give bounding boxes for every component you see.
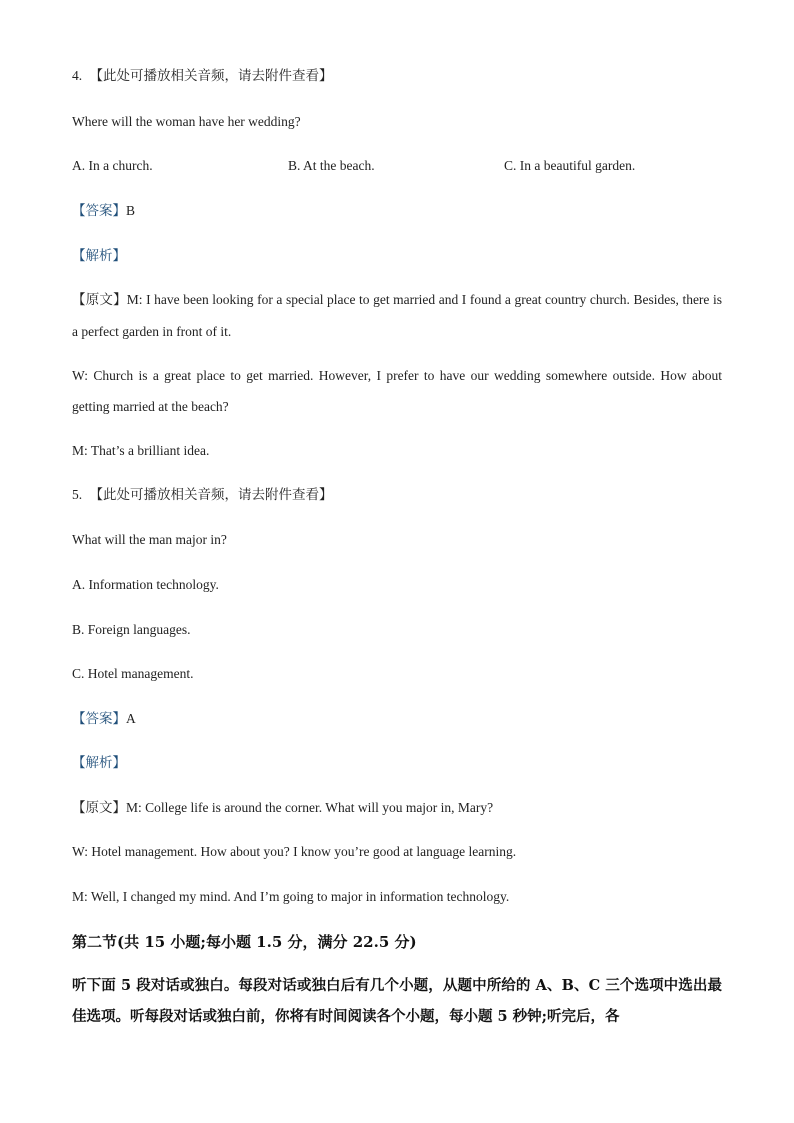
q4-transcript-2: W: Church is a great place to get married. However, I prefer to have our wedding somewhere outside. How about getting married at the beach?	[72, 368, 722, 414]
q4-answer-label: 【答案】	[72, 203, 126, 219]
q4-header	[72, 68, 333, 84]
q4-transcript-3: M: That’s a brilliant idea.	[72, 443, 210, 458]
q5-option-c: C. Hotel management.	[72, 666, 194, 681]
q4-answer-value: B	[126, 203, 136, 218]
q4-transcript-label: 【原文】	[72, 292, 127, 308]
q5-transcript-1	[72, 800, 493, 816]
q5-analysis	[72, 755, 126, 771]
q4-answer	[72, 203, 135, 219]
q4-question: Where will the woman have her wedding?	[72, 114, 301, 129]
q5-transcript-1-text: M: College life is around the corner. What will you major in, Mary?	[126, 800, 494, 815]
q4-option-b: B. At the beach.	[288, 158, 375, 173]
q5-number: 5.	[72, 487, 83, 502]
q5-header	[72, 487, 333, 503]
q5-transcript-label: 【原文】	[72, 800, 126, 816]
q5-transcript-2: W: Hotel management. How about you? I know you’re good at language learning.	[72, 844, 517, 859]
q5-answer-label: 【答案】	[72, 711, 126, 727]
q4-audio-note: 【此处可播放相关音频，请去附件查看】	[89, 68, 333, 84]
q4-option-a: A. In a church.	[72, 158, 153, 173]
q5-option-b: B. Foreign languages.	[72, 622, 191, 637]
q4-transcript-1	[72, 284, 722, 347]
section2-instructions: 听下面 5 段对话或独白。每段对话或独白后有几个小题，从题中所给的 A、B、C 三个选项中选出最佳选项。听每段对话或独白前，你将有时间阅读各个小题，每小题 5 秒钟;听完后，各	[72, 977, 722, 1025]
q4-option-c: C. In a beautiful garden.	[504, 158, 636, 173]
q5-answer-value: A	[126, 711, 136, 726]
q5-transcript-3: M: Well, I changed my mind. And I’m going to major in information technology.	[72, 889, 510, 904]
q4-analysis	[72, 248, 126, 264]
q5-question: What will the man major in?	[72, 532, 227, 547]
q5-option-a: A. Information technology.	[72, 577, 219, 592]
q5-answer	[72, 711, 136, 727]
q5-audio-note: 【此处可播放相关音频，请去附件查看】	[89, 487, 333, 503]
q4-number: 4.	[72, 68, 83, 83]
section2-title: 第二节(共 15 小题;每小题 1.5 分，满分 22.5 分)	[72, 933, 417, 951]
q5-analysis-label: 【解析】	[72, 755, 126, 771]
q4-analysis-label: 【解析】	[72, 248, 126, 264]
q4-transcript-1-text: M: I have been looking for a special place to get married and I found a great country church. Besides, there is a perfect garden in front of it.	[72, 292, 722, 339]
